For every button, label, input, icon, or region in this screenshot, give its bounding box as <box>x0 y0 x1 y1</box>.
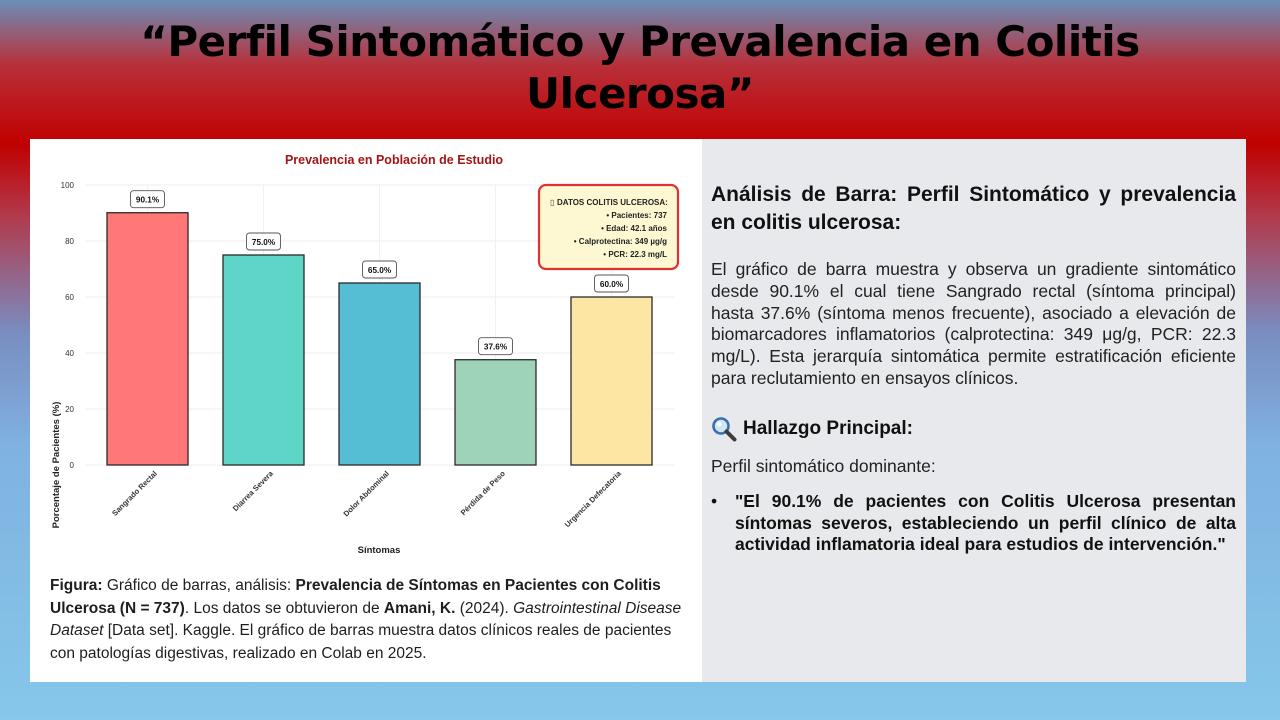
data-label: 75.0% <box>251 238 276 247</box>
dataset-info-line-pcr: • PCR: 22.3 mg/L <box>603 250 667 259</box>
y-tick-label: 60 <box>65 293 74 302</box>
info-box-icon: ▯ <box>550 198 555 207</box>
data-label: 37.6% <box>483 342 508 352</box>
y-tick-label: 40 <box>65 349 74 358</box>
dataset-info-line-patients: • Pacientes: 737 <box>606 211 667 220</box>
y-tick-label: 80 <box>65 237 74 246</box>
analysis-heading: Análisis de Barra: Perfil Sintomático y prevalencia en colitis ulcerosa: <box>711 183 1236 234</box>
y-axis-ticks <box>61 181 75 470</box>
bar <box>339 283 420 465</box>
caption-text-4: [Data set]. Kaggle. El gráfico de barras muestra datos clínicos reales de pacientes con patologías digestivas, realizado en Colab en 2025. <box>50 622 672 662</box>
caption-text-3: (2024). <box>455 599 514 617</box>
caption-text-2: . Los datos se obtuvieron de <box>184 599 384 617</box>
slide-title <box>0 16 1280 120</box>
slide-title-line-1: “Perfil Sintomático y Prevalencia en Colitis <box>140 17 1140 66</box>
x-tick-label: Dolor Abdominal <box>341 469 391 519</box>
slide-title-line-2: Ulcerosa” <box>526 69 754 118</box>
finding-bullet <box>711 491 1236 556</box>
chart-title: Prevalencia en Población de Estudio <box>284 153 504 167</box>
finding-heading <box>711 416 1236 442</box>
magnifier-icon <box>711 416 737 442</box>
finding-bullet-text: "El 90.1% de pacientes con Colitis Ulcerosa presentan síntomas severos, estableciendo un perfil clínico de alta actividad inflamatoria ideal para estudios de intervención." <box>735 490 1236 555</box>
y-tick-label: 20 <box>65 405 74 414</box>
caption-bold-title: Prevalencia de Síntomas en Pacientes con Colitis Ulcerosa (N = 737) <box>50 577 661 617</box>
dataset-info-box <box>539 185 678 269</box>
bullet-mark: • <box>711 490 718 511</box>
analysis-body: El gráfico de barra muestra y observa un gradiente sintomático desde 90.1% el cual tiene Sangrado rectal (síntoma principal) hasta 37.6% (síntoma menos frecuente), asociado a elevación de biomarcadores inflamatorios (calprotectina: 349 μg/g, PCR: 22.3 mg/L). Esta jerarquía sintomática permite estratificación eficiente para reclutamiento en ensayos clínicos. <box>711 259 1236 388</box>
dataset-info-line-age: • Edad: 42.1 años <box>601 224 667 233</box>
bar-chart <box>30 139 702 569</box>
y-tick-label: 0 <box>69 461 74 470</box>
caption-label: Figura: <box>50 577 103 594</box>
x-axis-label: Síntomas <box>357 545 401 556</box>
x-tick-label: Diarrea Severa <box>230 469 275 514</box>
caption-dataset-name: Gastrointestinal Disease Dataset <box>50 599 682 639</box>
caption-author: Amani, K. <box>383 599 456 617</box>
dataset-info-line-calprotectin: • Calprotectina: 349 µg/g <box>573 237 667 246</box>
profile-label: Perfil sintomático dominante: <box>711 455 936 476</box>
x-axis-ticks <box>110 469 623 530</box>
bar <box>223 255 304 465</box>
figure-panel <box>30 139 702 682</box>
figure-caption <box>50 575 690 665</box>
bar <box>455 360 536 465</box>
x-tick-label: Sangrado Rectal <box>110 469 159 518</box>
x-tick-label: Urgencia Defecatoria <box>562 469 623 530</box>
data-label: 90.1% <box>135 195 160 205</box>
bar <box>571 297 652 465</box>
y-axis-label: Porcentaje de Pacientes (%) <box>51 401 62 529</box>
caption-text-1: Gráfico de barras, análisis: <box>102 577 296 594</box>
bar <box>107 213 188 465</box>
y-tick-label: 100 <box>60 181 74 190</box>
x-tick-label: Pérdida de Peso <box>458 469 507 518</box>
dataset-info-title: DATOS COLITIS ULCEROSA: <box>557 198 668 207</box>
data-label: 65.0% <box>367 266 392 275</box>
finding-title: Hallazgo Principal: <box>743 417 913 439</box>
data-label: 60.0% <box>599 280 624 289</box>
analysis-panel <box>702 139 1246 682</box>
